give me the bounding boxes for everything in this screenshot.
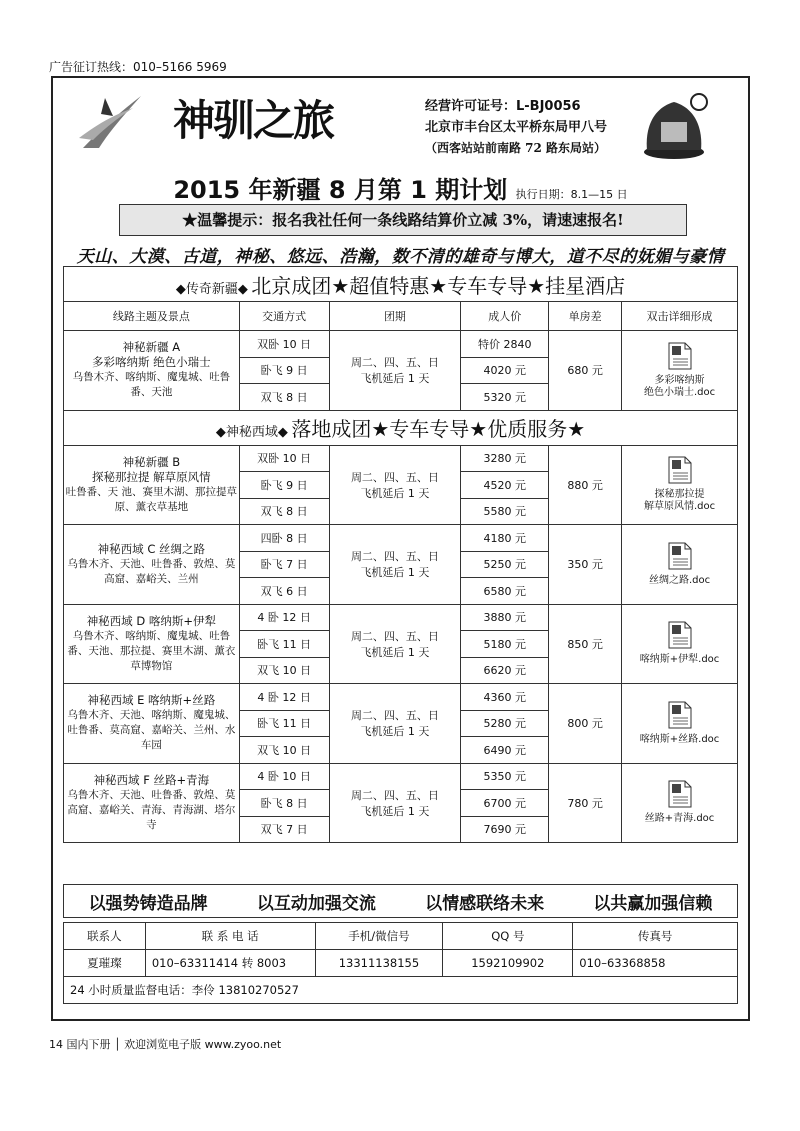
price-cell: 6490 元 <box>461 737 549 764</box>
contact-row <box>64 950 738 977</box>
transport-cell: 双飞 10 日 <box>239 657 329 684</box>
contact-mobile: 13311138155 <box>315 950 443 977</box>
ad-frame <box>51 76 750 1021</box>
price-cell: 5180 元 <box>461 631 549 658</box>
transport-cell: 卧飞 7 日 <box>239 551 329 578</box>
transport-cell: 双飞 7 日 <box>239 816 329 843</box>
dates-cell <box>329 525 461 605</box>
contact-fax: 010–63368858 <box>573 950 738 977</box>
price-cell: 特价 2840 <box>461 331 549 358</box>
dates-text: 周二、四、五、日 <box>350 470 439 484</box>
price-cell: 6620 元 <box>461 657 549 684</box>
word-doc-icon <box>667 362 693 375</box>
logo-swoosh-icon <box>75 90 145 152</box>
route-name: 神秘西域 C 丝绸之路 <box>97 541 206 556</box>
transport-cell: 卧飞 11 日 <box>239 710 329 737</box>
contact-col: 手机/微信号 <box>315 923 443 950</box>
route-cell <box>64 604 240 684</box>
table-row <box>64 331 738 358</box>
transport-cell: 卧飞 11 日 <box>239 631 329 658</box>
table-row <box>64 684 738 711</box>
dates-note: 飞机延后 1 天 <box>360 645 430 659</box>
price-cell: 5280 元 <box>461 710 549 737</box>
route-desc: 乌鲁木齐、天池、喀纳斯、魔鬼城、吐鲁番、莫高窟、嘉峪关、兰州、水车园 <box>67 709 236 752</box>
route-name: 神秘新疆 B <box>122 454 181 469</box>
route-cell <box>64 525 240 605</box>
contact-col: 联 系 电 话 <box>145 923 315 950</box>
motto-item: 以情感联络未来 <box>425 893 545 914</box>
transport-cell: 4 卧 12 日 <box>239 684 329 711</box>
transport-cell: 卧飞 9 日 <box>239 357 329 384</box>
transport-cell: 双飞 8 日 <box>239 498 329 525</box>
route-cell <box>64 331 240 411</box>
table-header <box>64 302 738 331</box>
table-row <box>64 525 738 552</box>
word-doc-icon <box>667 800 693 813</box>
doc-label: 探秘那拉提 <box>654 489 705 501</box>
header <box>53 78 748 170</box>
dates-note: 飞机延后 1 天 <box>360 566 430 580</box>
motto-item: 以强势铸造品牌 <box>88 893 208 914</box>
single-supplement-cell: 880 元 <box>549 445 622 525</box>
dates-note: 飞机延后 1 天 <box>360 725 430 739</box>
warm-notice: ★温馨提示：报名我社任何一条线路结算价立减 3%，请速速报名! <box>119 204 687 236</box>
table-row <box>64 763 738 790</box>
section-tag: ◆传奇新疆◆ <box>175 281 248 297</box>
dates-note: 飞机延后 1 天 <box>360 804 430 818</box>
dates-text: 周二、四、五、日 <box>350 709 439 723</box>
price-cell: 6700 元 <box>461 790 549 817</box>
doc-link[interactable] <box>622 684 738 764</box>
word-doc-icon <box>667 721 693 734</box>
single-supplement-cell: 780 元 <box>549 763 622 843</box>
doc-label-2: 解草原风情.doc <box>643 501 716 513</box>
dates-cell <box>329 445 461 525</box>
route-desc: 吐鲁番、天 池、赛里木湖、那拉提草原、薰衣草基地 <box>65 485 238 513</box>
route-table <box>63 266 738 843</box>
doc-link[interactable] <box>622 445 738 525</box>
col-single: 单房差 <box>549 302 622 331</box>
section-header <box>64 267 738 302</box>
contact-qq: 1592109902 <box>443 950 573 977</box>
doc-label: 喀纳斯+伊犁.doc <box>639 654 720 666</box>
dates-text: 周二、四、五、日 <box>350 356 439 370</box>
doc-label: 多彩喀纳斯 <box>654 374 705 386</box>
route-desc: 乌鲁木齐、天池、吐鲁番、敦煌、莫高窟、嘉峪关、青海、青海湖、塔尔寺 <box>67 788 236 831</box>
license-number: 经营许可证号：L-BJ0056 <box>425 99 581 114</box>
doc-link[interactable] <box>622 331 738 411</box>
contact-col: QQ 号 <box>443 923 573 950</box>
price-cell: 4520 元 <box>461 472 549 499</box>
exec-date: 执行日期：8.1—15 日 <box>515 188 628 201</box>
dates-text: 周二、四、五、日 <box>350 788 439 802</box>
contact-person: 夏璀璨 <box>64 950 146 977</box>
col-route: 线路主题及景点 <box>64 302 240 331</box>
price-cell: 5250 元 <box>461 551 549 578</box>
dates-cell <box>329 331 461 411</box>
dates-cell <box>329 684 461 764</box>
col-price: 成人价 <box>461 302 549 331</box>
hotline-row <box>64 977 738 1004</box>
price-cell: 5350 元 <box>461 763 549 790</box>
transport-cell: 卧飞 8 日 <box>239 790 329 817</box>
route-name: 神秘新疆 A <box>122 340 181 355</box>
contact-col: 联系人 <box>64 923 146 950</box>
col-dates: 团期 <box>329 302 461 331</box>
route-name: 神秘西域 E 喀纳斯+丝路 <box>87 693 216 708</box>
doc-label: 丝绸之路.doc <box>648 574 711 586</box>
quality-hotline: 24 小时质量监督电话：李伶 13810270527 <box>64 977 738 1004</box>
price-cell: 4360 元 <box>461 684 549 711</box>
section-tag: ◆神秘西域◆ <box>215 425 288 440</box>
price-cell: 4180 元 <box>461 525 549 552</box>
price-cell: 4020 元 <box>461 357 549 384</box>
transport-cell: 双卧 10 日 <box>239 331 329 358</box>
table-row <box>64 604 738 631</box>
dates-note: 飞机延后 1 天 <box>360 372 430 386</box>
dates-note: 飞机延后 1 天 <box>360 486 430 500</box>
contact-phone: 010–63311414 转 8003 <box>145 950 315 977</box>
motto-item: 以共赢加强信赖 <box>593 893 713 914</box>
transport-cell: 双飞 6 日 <box>239 578 329 605</box>
page-footer: 14 国内下册 │ 欢迎浏览电子版 www.zyoo.net <box>49 1038 282 1051</box>
contact-col: 传真号 <box>573 923 738 950</box>
plan-title-main: 2015 年新疆 8 月第 1 期计划 <box>173 176 508 204</box>
transport-cell: 双卧 10 日 <box>239 445 329 472</box>
doc-link[interactable] <box>622 604 738 684</box>
doc-label: 丝路+青海.doc <box>644 813 715 825</box>
contact-header <box>64 923 738 950</box>
price-cell: 6580 元 <box>461 578 549 605</box>
section-headline: 北京成团★超值特惠★专车专导★挂星酒店 <box>251 273 626 298</box>
col-transport: 交通方式 <box>239 302 329 331</box>
single-supplement-cell: 850 元 <box>549 604 622 684</box>
route-desc: 乌鲁木齐、喀纳斯、魔鬼城、吐鲁番、天池、那拉提、赛里木湖、薰衣草博物馆 <box>67 629 236 672</box>
word-doc-icon <box>667 641 693 654</box>
route-cell <box>64 684 240 764</box>
route-cell <box>64 445 240 525</box>
route-name: 神秘西域 D 喀纳斯+伊犁 <box>86 613 216 628</box>
plan-title <box>53 170 748 205</box>
table-row <box>64 445 738 472</box>
dates-text: 周二、四、五、日 <box>350 629 439 643</box>
doc-label-2: 绝色小瑞士.doc <box>643 386 716 398</box>
transport-cell: 四卧 8 日 <box>239 525 329 552</box>
doc-label: 喀纳斯+丝路.doc <box>639 733 720 745</box>
logo-text: 神驯之旅 <box>173 96 334 145</box>
address-note: （西客站站前南路 72 路东局站） <box>425 141 607 155</box>
slogan: 天山、大漠、古道，神秘、悠远、浩瀚，数不清的雄奇与博大，道不尽的妩媚与豪情 <box>76 247 725 267</box>
transport-cell: 4 卧 10 日 <box>239 763 329 790</box>
route-desc: 乌鲁木齐、天池、吐鲁番、敦煌、莫高窟、嘉峪关、兰州 <box>67 557 236 585</box>
dates-cell <box>329 604 461 684</box>
single-supplement-cell: 350 元 <box>549 525 622 605</box>
transport-cell: 卧飞 9 日 <box>239 472 329 499</box>
price-cell: 5320 元 <box>461 384 549 411</box>
word-doc-icon <box>667 562 693 575</box>
route-desc: 乌鲁木齐、喀纳斯、魔鬼城、吐鲁番、天池 <box>72 371 231 399</box>
section-headline: 落地成团★专车专导★优质服务★ <box>291 417 586 441</box>
transport-cell: 双飞 8 日 <box>239 384 329 411</box>
route-cell <box>64 763 240 843</box>
route-subtitle: 探秘那拉提 解草原风情 <box>92 469 211 484</box>
route-name: 神秘西域 F 丝路+青海 <box>93 772 210 787</box>
route-subtitle: 多彩喀纳斯 绝色小瑞士 <box>92 355 211 370</box>
single-supplement-cell: 800 元 <box>549 684 622 764</box>
word-doc-icon <box>667 476 693 489</box>
price-cell: 3280 元 <box>461 445 549 472</box>
single-supplement-cell: 680 元 <box>549 331 622 411</box>
transport-cell: 4 卧 12 日 <box>239 604 329 631</box>
dates-cell <box>329 763 461 843</box>
col-doc: 双击详细形成 <box>622 302 738 331</box>
doc-link[interactable] <box>622 525 738 605</box>
license-block <box>425 96 607 159</box>
address: 北京市丰台区太平桥东局甲八号 <box>425 120 608 135</box>
doc-link[interactable] <box>622 763 738 843</box>
wine-bottle-icon <box>639 88 709 160</box>
contact-table <box>63 922 738 1004</box>
ad-hotline: 广告征订热线：010–5166 5969 <box>49 60 227 74</box>
dates-text: 周二、四、五、日 <box>350 550 439 564</box>
price-cell: 5580 元 <box>461 498 549 525</box>
price-cell: 3880 元 <box>461 604 549 631</box>
transport-cell: 双飞 10 日 <box>239 737 329 764</box>
section-header <box>64 410 738 445</box>
price-cell: 7690 元 <box>461 816 549 843</box>
motto-bar <box>63 884 738 918</box>
motto-item: 以互动加强交流 <box>256 893 376 914</box>
